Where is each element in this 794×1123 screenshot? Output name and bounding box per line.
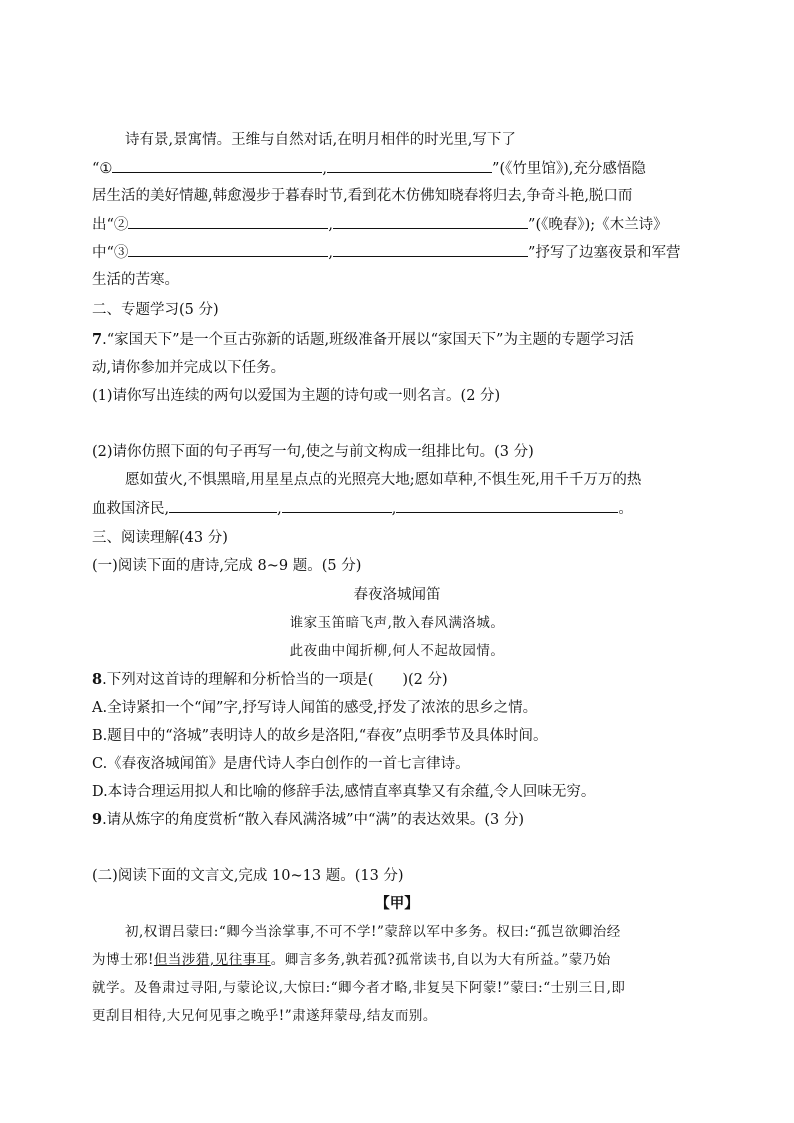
parallel-sentence-text: 血救国济民, [92,501,170,517]
question-7-1: (1)请你写出连续的两句以爱国为主题的诗句或一则名言。(2 分) [92,388,501,404]
poem-title: 春夜洛城闻笛 [353,587,441,603]
parallel-sentence-line2 [92,498,633,519]
poem-intro-line: 诗有景,景寓情。王维与自然对话,在明月相伴的时光里,写下了 [125,132,516,148]
blank-1-line [92,158,646,179]
question-8-text: .下列对这首诗的理解和分析恰当的一项是( )(2 分) [102,672,448,688]
question-9-number: 9 [92,811,103,828]
answer-blank-1a[interactable] [112,158,322,173]
part-2-intro: (二)阅读下面的文言文,完成 10~13 题。(13 分) [92,868,404,884]
sentence-end: 。 [618,501,633,517]
answer-blank-2a[interactable] [128,214,328,229]
source-wanchun: ”(《晚春》);《木兰诗》 [528,217,668,233]
option-c[interactable]: C.《春夜洛城闻笛》是唐代诗人李白创作的一首七言律诗。 [92,756,470,772]
parallel-sentence-line1: 愿如萤火,不惧黑暗,用星星点点的光照亮大地;愿如草种,不惧生死,用千千万万的热 [125,472,642,488]
blank-3-line [92,242,680,263]
answer-blank-3a[interactable] [128,242,328,257]
option-a[interactable]: A.全诗紧扣一个“闻”字,抒写诗人闻笛的感受,抒发了浓浓的思乡之情。 [92,700,538,716]
poem-line-1: 谁家玉笛暗飞声,散入春风满洛城。 [289,615,505,631]
blank-comma: , [322,161,328,177]
classical-line-4: 更刮目相待,大兄何见事之晚乎!”肃遂拜蒙母,结友而别。 [92,1008,437,1024]
question-7-text: .“家国天下”是一个亘古弥新的话题,班级准备开展以“家国天下”为主题的专题学习活 [102,332,634,348]
question-8-number: 8 [92,671,103,688]
question-9-text: .请从炼字的角度赏析“散入春风满洛城”中“满”的表达效果。(3 分) [102,812,525,828]
poem-context-line: 居生活的美好情趣,韩愈漫步于暮春时节,看到花木仿佛知晓春将归去,争奇斗艳,脱口而 [92,188,633,204]
blank-comma: , [277,501,282,517]
question-8 [92,670,448,690]
classical-text: 。卿言多务,孰若孤?孤常读书,自以为大有所益。”蒙乃始 [270,952,611,968]
answer-blank-1b[interactable] [327,158,492,173]
blank-2-marker: 出“② [92,217,129,233]
option-b[interactable]: B.题目中的“洛城”表明诗人的故乡是洛阳,“春夜”点明季节及具体时间。 [92,728,548,744]
source-mulan-desc: ”抒写了边塞夜景和军营 [528,245,681,261]
blank-3-marker: 中“③ [92,245,129,261]
question-7-number: 7 [92,331,103,348]
source-zhuliguan: ”(《竹里馆》),充分感悟隐 [492,161,646,177]
answer-blank-2b[interactable] [333,214,528,229]
classical-line-2 [92,950,611,970]
section-3-heading: 三、阅读理解(43 分) [92,530,228,546]
question-7-line2: 动,请你参加并完成以下任务。 [92,360,286,376]
blank-1-marker: “① [92,161,113,177]
poem-closing-line: 生活的苦寒。 [92,272,179,288]
answer-blank-7b[interactable] [282,498,392,513]
answer-blank-7a[interactable] [169,498,277,513]
blank-comma: , [328,217,334,233]
blank-comma: , [328,245,334,261]
option-d[interactable]: D.本诗合理运用拟人和比喻的修辞手法,感情直率真挚又有余蕴,令人回味无穷。 [92,784,596,800]
question-9 [92,810,524,830]
question-7-2: (2)请你仿照下面的句子再写一句,使之与前文构成一组排比句。(3 分) [92,444,534,460]
passage-jia-title: 【甲】 [375,895,419,912]
answer-blank-3b[interactable] [333,242,528,257]
question-7-line1 [92,330,634,350]
blank-2-line [92,214,668,235]
answer-blank-7c[interactable] [396,498,618,513]
section-2-heading: 二、专题学习(5 分) [92,302,219,318]
classical-text: 为博士邪! [92,952,154,968]
classical-line-1: 初,权谓吕蒙曰:“卿今当涂掌事,不可不学!”蒙辞以军中多务。权曰:“孤岂欲卿治经 [125,924,621,940]
classical-line-3: 就学。及鲁肃过寻阳,与蒙论议,大惊曰:“卿今者才略,非复吴下阿蒙!”蒙曰:“士别三日,即 [92,980,626,996]
poem-line-2: 此夜曲中闻折柳,何人不起故园情。 [289,643,505,659]
underlined-sentence: 但当涉猎,见往事耳 [153,952,271,968]
blank-comma: , [391,501,397,517]
part-1-intro: (一)阅读下面的唐诗,完成 8~9 题。(5 分) [92,558,362,574]
